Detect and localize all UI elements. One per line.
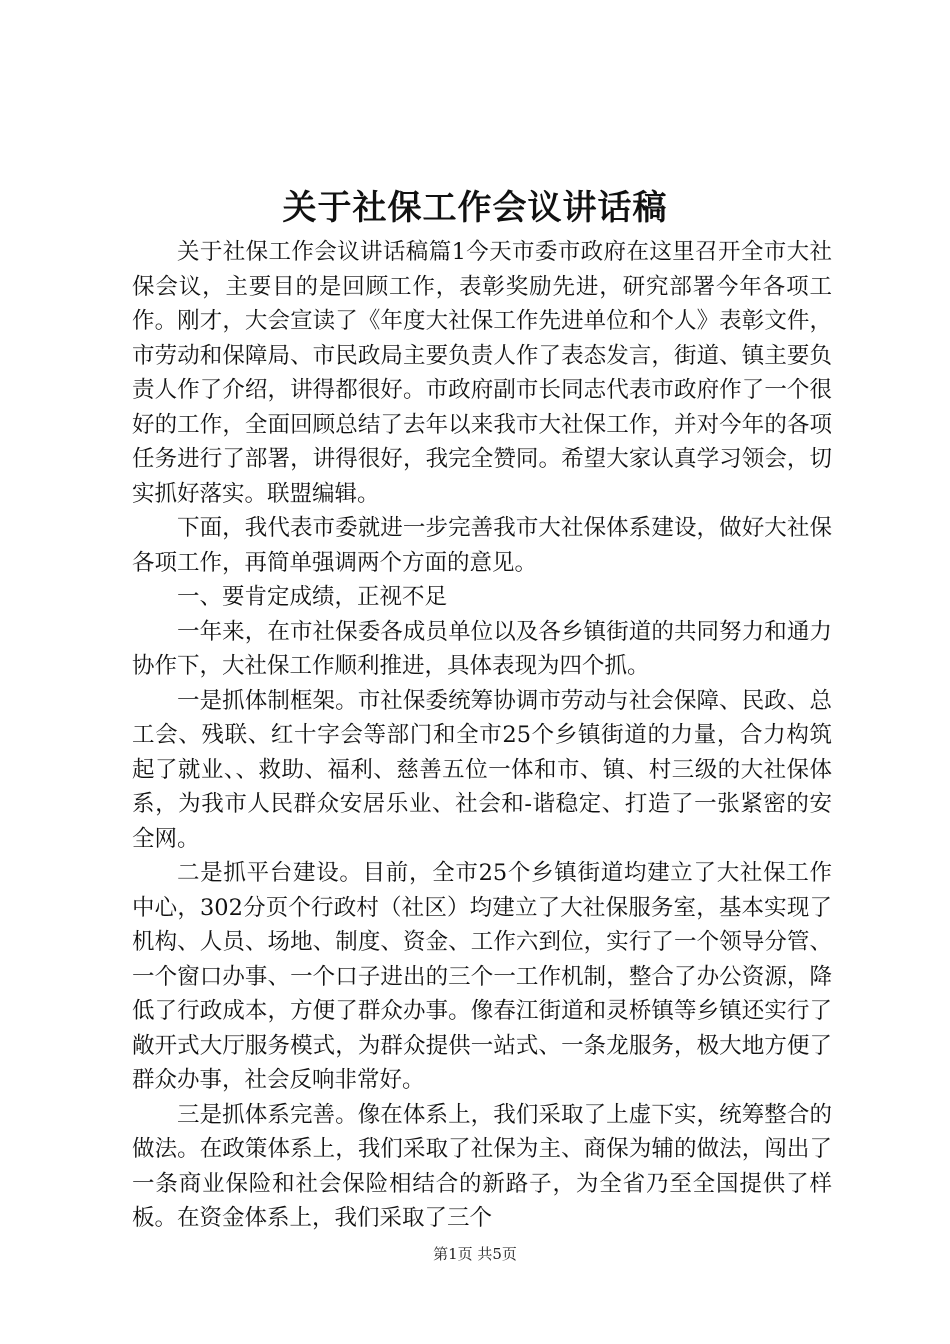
- paragraph: 一是抓体制框架。市社保委统筹协调市劳动与社会保障、民政、总工会、残联、红十字会等部门和全市25个乡镇街道的力量，合力构筑起了就业、、救助、福利、慈善五位一体和市、镇、村三级的大社保体系，为我市人民群众安居乐业、社会和-谐稳定、打造了一张紧密的安全网。: [132, 687, 832, 852]
- document-body: [132, 235, 832, 1236]
- document-title: 关于社保工作会议讲话稿: [282, 188, 668, 228]
- section-heading: 一、要肯定成绩，正视不足: [177, 584, 448, 610]
- paragraph: 下面，我代表市委就进一步完善我市大社保体系建设，做好大社保各项工作，再简单强调两个方面的意见。: [132, 515, 832, 576]
- paragraph: 三是抓体系完善。像在体系上，我们采取了上虚下实，统筹整合的做法。在政策体系上，我们采取了社保为主、商保为辅的做法，闯出了一条商业保险和社会保险相结合的新路子，为全省乃至全国提供了样板。在资金体系上，我们采取了三个: [132, 1101, 832, 1231]
- page-number-footer: 第1页 共5页: [433, 1245, 517, 1263]
- paragraph: 一年来，在市社保委各成员单位以及各乡镇街道的共同努力和通力协作下，大社保工作顺利推进，具体表现为四个抓。: [132, 618, 832, 679]
- paragraph: 二是抓平台建设。目前，全市25个乡镇街道均建立了大社保工作中心，302分页个行政村（社区）均建立了大社保服务室，基本实现了机构、人员、场地、制度、资金、工作六到位，实行了一个领导分管、一个窗口办事、一个口子进出的三个一工作机制，整合了办公资源，降低了行政成本，方便了群众办事。像春江街道和灵桥镇等乡镇还实行了敞开式大厅服务模式，为群众提供一站式、一条龙服务，极大地方便了群众办事，社会反响非常好。: [132, 860, 832, 1093]
- paragraph: 关于社保工作会议讲话稿篇1今天市委市政府在这里召开全市大社保会议，主要目的是回顾工作，表彰奖励先进，研究部署今年各项工作。刚才，大会宣读了《年度大社保工作先进单位和个人》表彰文件，市劳动和保障局、市民政局主要负责人作了表态发言，街道、镇主要负责人作了介绍，讲得都很好。市政府副市长同志代表市政府作了一个很好的工作，全面回顾总结了去年以来我市大社保工作，并对今年的各项任务进行了部署，讲得很好，我完全赞同。希望大家认真学习领会，切实抓好落实。联盟编辑。: [132, 239, 832, 507]
